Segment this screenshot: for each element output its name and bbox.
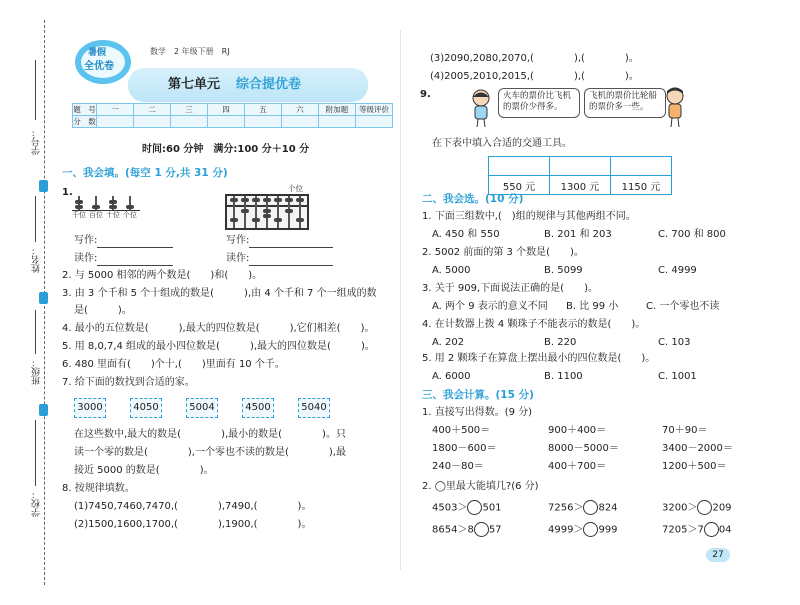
- question-8-item: (4)2005,2010,2015,( ),( )。: [430, 71, 639, 82]
- vehicle-cell[interactable]: [550, 157, 611, 176]
- score-header: 六: [282, 104, 319, 116]
- option[interactable]: C. 700 和 800: [658, 229, 726, 240]
- option[interactable]: C. 4999: [658, 265, 697, 276]
- question-2: 2. 与 5000 相邻的两个数是( )和( )。: [62, 270, 263, 281]
- calc-item: 1200＋500＝: [662, 461, 727, 472]
- answer-blank[interactable]: [249, 236, 333, 248]
- score-header: 二: [134, 104, 171, 116]
- calc-item: 3400－2000＝: [662, 443, 733, 454]
- question-2-3: 3. 关于 909,下面说法正确的是( )。: [422, 283, 598, 294]
- price-cell: 1150 元: [611, 176, 672, 195]
- question-5: 5. 用 8,0,7,4 组成的最小四位数是( ),最大的四位数是( )。: [62, 341, 375, 352]
- score-header: 附加题: [319, 104, 356, 116]
- calc-item: 400＋500＝: [432, 425, 491, 436]
- number-card: 5040: [298, 398, 330, 418]
- class-field: [35, 310, 36, 354]
- title-banner: [128, 68, 368, 102]
- option[interactable]: C. 103: [658, 337, 691, 348]
- read-label: 读作:: [74, 252, 173, 266]
- name-field: [35, 196, 36, 242]
- option[interactable]: A. 450 和 550: [432, 229, 500, 240]
- option[interactable]: A. 202: [432, 337, 465, 348]
- option[interactable]: B. 1100: [544, 371, 583, 382]
- compare-item: 7205＞7 04: [662, 522, 732, 538]
- option[interactable]: A. 两个 9 表示的意义不同: [432, 301, 548, 312]
- question-6: 6. 480 里面有( )个十,( )里面有 10 个千。: [62, 359, 285, 370]
- compare-item: 7256＞ 824: [548, 500, 618, 516]
- number-card: 5004: [186, 398, 218, 418]
- page-title: 综合提优卷: [236, 77, 302, 92]
- question-7: 7. 给下面的数找到合适的家。: [62, 377, 195, 388]
- score-header: 三: [171, 104, 208, 116]
- question-8: 8. 按规律填数。: [62, 483, 135, 494]
- answer-blank[interactable]: [97, 254, 173, 266]
- score-cell[interactable]: [134, 116, 171, 128]
- option[interactable]: A. 6000: [432, 371, 471, 382]
- page-number: 27: [706, 548, 730, 562]
- price-cell: 1300 元: [550, 176, 611, 195]
- question-7-line: 接近 5000 的数是( )。: [74, 465, 214, 476]
- question-3: 3. 由 3 个千和 5 个十组成的数是( ),由 4 个千和 7 个一组成的数: [62, 288, 377, 299]
- circle-blank[interactable]: [704, 522, 719, 537]
- write-label: 写作:: [74, 234, 173, 248]
- compare-item: 3200＞ 209: [662, 500, 732, 516]
- option[interactable]: C. 一个零也不读: [646, 301, 720, 312]
- score-row-label: 分 数: [73, 117, 96, 126]
- place-label: 个位: [288, 184, 303, 193]
- circle-blank[interactable]: [697, 500, 712, 515]
- compare-item: 4999＞ 999: [548, 522, 618, 538]
- student-number-label: 学号：: [32, 128, 42, 155]
- vehicle-cell[interactable]: [611, 157, 672, 176]
- question-9-text: 在下表中填入合适的交通工具。: [432, 138, 572, 149]
- page-divider: [400, 30, 401, 570]
- question-number: 9.: [420, 89, 431, 100]
- compare-item: 8654＞8 57: [432, 522, 502, 538]
- boy-illustration: [660, 86, 690, 128]
- score-header: 五: [245, 104, 282, 116]
- time-score-line: 时间:60 分钟 满分:100 分＋10 分: [142, 144, 310, 155]
- question-7-line: 读一个零的数是( ),一个零也不读的数是( ),最: [74, 447, 346, 458]
- write-label: 写作:: [226, 234, 333, 248]
- name-label: 姓名：: [32, 246, 42, 273]
- score-header: 一: [97, 104, 134, 116]
- number-card: 4500: [242, 398, 274, 418]
- calc-item: 8000－5000＝: [548, 443, 619, 454]
- section-heading: 一、我会填。(每空 1 分,共 31 分): [62, 167, 228, 179]
- option[interactable]: B. 220: [544, 337, 577, 348]
- answer-blank[interactable]: [249, 254, 333, 266]
- section-heading: 三、我会计算。(15 分): [422, 389, 534, 401]
- score-header: 题 号: [73, 105, 96, 114]
- question-3-1: 1. 直接写出得数。(9 分): [422, 407, 533, 418]
- circle-blank[interactable]: [467, 500, 482, 515]
- question-2-1: 1. 下面三组数中,( )组的规律与其他两组不同。: [422, 211, 636, 222]
- calc-item: 900＋400＝: [548, 425, 607, 436]
- question-2-5: 5. 用 2 颗珠子在算盘上摆出最小的四位数是( )。: [422, 353, 656, 364]
- question-8-item: (1)7450,7460,7470,( ),7490,( )。: [74, 501, 312, 512]
- option[interactable]: B. 201 和 203: [544, 229, 612, 240]
- binding-marker: [39, 180, 48, 192]
- unit-title: 第七单元: [168, 77, 221, 92]
- option[interactable]: A. 5000: [432, 265, 471, 276]
- question-8-item: (2)1500,1600,1700,( ),1900,( )。: [74, 519, 312, 530]
- score-cell[interactable]: [171, 116, 208, 128]
- binding-marker: [39, 404, 48, 416]
- score-cell[interactable]: [282, 116, 319, 128]
- logo-text: 暑假: [88, 48, 107, 58]
- speech-bubble-right: 飞机的票价比轮船的票价多一些。: [584, 88, 666, 118]
- question-7-line: 在这些数中,最大的数是( ),最小的数是( )。只: [74, 429, 346, 440]
- abacus: [225, 194, 309, 230]
- score-cell[interactable]: [208, 116, 245, 128]
- vehicle-cell[interactable]: [489, 157, 550, 176]
- option[interactable]: C. 1001: [658, 371, 697, 382]
- question-3-cont: 是( )。: [74, 305, 132, 316]
- logo-text: 全优卷: [84, 61, 114, 72]
- option[interactable]: B. 比 99 小: [566, 301, 619, 312]
- place-label: 个位: [123, 211, 137, 219]
- binding-marker: [39, 292, 48, 304]
- number-card: 3000: [74, 398, 106, 418]
- price-cell: 550 元: [489, 176, 550, 195]
- score-cell[interactable]: [97, 116, 134, 128]
- answer-blank[interactable]: [97, 236, 173, 248]
- option[interactable]: B. 5099: [544, 265, 583, 276]
- binding-strip: [0, 0, 52, 605]
- question-2-4: 4. 在计数器上拨 4 颗珠子不能表示的数是( )。: [422, 319, 646, 330]
- student-number-field: [35, 60, 36, 120]
- score-header: 等级评价: [356, 104, 393, 116]
- score-cell[interactable]: [356, 116, 393, 128]
- place-label: 十位: [106, 211, 120, 219]
- section-heading: 二、我会选。(10 分): [422, 193, 524, 205]
- circle-blank[interactable]: [583, 522, 598, 537]
- circle-blank[interactable]: [474, 522, 489, 537]
- question-number: 1.: [62, 187, 73, 198]
- number-card: 4050: [130, 398, 162, 418]
- read-label: 读作:: [226, 252, 333, 266]
- calc-item: 70＋90＝: [662, 425, 708, 436]
- score-header: 四: [208, 104, 245, 116]
- question-3-2: 2. ◯里最大能填几?(6 分): [422, 481, 539, 492]
- calc-item: 240－80＝: [432, 461, 484, 472]
- place-label: 百位: [89, 211, 103, 219]
- counting-frame: [72, 194, 142, 220]
- school-label: 学校：: [32, 490, 42, 517]
- calc-item: 400＋700＝: [548, 461, 607, 472]
- compare-item: 4503＞ 501: [432, 500, 502, 516]
- score-table: [72, 103, 393, 128]
- school-field: [35, 420, 36, 486]
- question-4: 4. 最小的五位数是( ),最大的四位数是( ),它们相差( )。: [62, 323, 375, 334]
- question-8-item: (3)2090,2080,2070,( ),( )。: [430, 53, 639, 64]
- score-cell[interactable]: [245, 116, 282, 128]
- brand-logo: [72, 32, 134, 88]
- grade-meta: 数学 2 年级下册 RJ: [150, 47, 230, 56]
- girl-illustration: [466, 88, 496, 128]
- place-label: 千位: [72, 211, 86, 219]
- class-label: 班级：: [32, 358, 42, 385]
- circle-blank[interactable]: [583, 500, 598, 515]
- question-2-2: 2. 5002 前面的第 3 个数是( )。: [422, 247, 584, 258]
- transport-table: [488, 156, 672, 195]
- speech-bubble-left: 火车的票价比飞机的票价少得多。: [498, 88, 580, 118]
- score-cell[interactable]: [319, 116, 356, 128]
- calc-item: 1800－600＝: [432, 443, 497, 454]
